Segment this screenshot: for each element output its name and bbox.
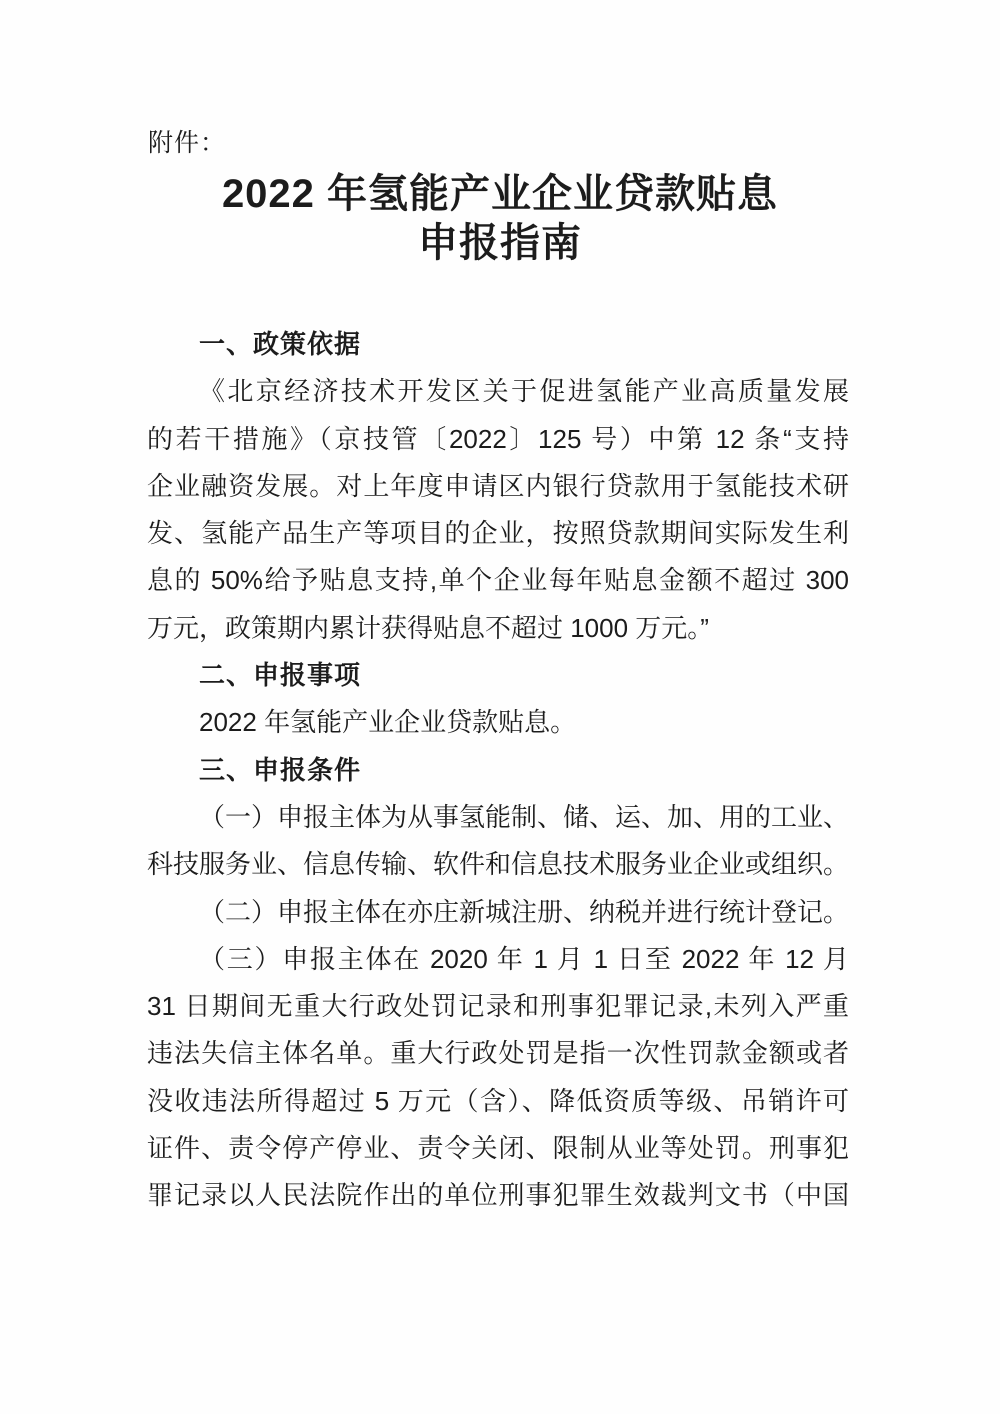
document-line: 的若干措施》（京技管〔2022〕125 号）中第 12 条“支持 bbox=[147, 423, 849, 454]
document-line: 一、政策依据 bbox=[199, 329, 362, 359]
document-line: 没收违法所得超过 5 万元（含）、降低资质等级、吊销许可 bbox=[147, 1085, 849, 1116]
document-line: 《北京经济技术开发区关于促进氢能产业高质量发展 bbox=[199, 376, 849, 407]
document-line: 二、申报事项 bbox=[199, 660, 362, 691]
document-body bbox=[147, 321, 849, 1220]
document-line: 31 日期间无重大行政处罚记录和刑事犯罪记录,未列入严重 bbox=[147, 991, 849, 1022]
document-line: （二）申报主体在亦庄新城注册、纳税并进行统计登记。 bbox=[199, 896, 850, 927]
document-line: 2022 年氢能产业企业贷款贴息。 bbox=[199, 707, 577, 738]
attachment-label: 附件： bbox=[148, 129, 227, 157]
document-line: （三）申报主体在 2020 年 1 月 1 日至 2022 年 12 月 bbox=[199, 943, 849, 974]
document-title-line1: 2022 年氢能产业企业贷款贴息 bbox=[221, 172, 779, 216]
document-line: 万元，政策期内累计获得贴息不超过 1000 万元。” bbox=[147, 612, 709, 643]
document-line: 三、申报条件 bbox=[199, 754, 362, 785]
document-line: 证件、责令停产停业、责令关闭、限制从业等处罚。刑事犯 bbox=[147, 1133, 849, 1164]
document-line: （一）申报主体为从事氢能制、储、运、加、用的工业、 bbox=[199, 801, 850, 832]
document-line: 息的 50%给予贴息支持,单个企业每年贴息金额不超过 300 bbox=[147, 565, 849, 596]
document-line: 科技服务业、信息传输、软件和信息技术服务业企业或组织。 bbox=[147, 849, 850, 880]
document-line: 企业融资发展。对上年度申请区内银行贷款用于氢能技术研 bbox=[147, 470, 849, 501]
document-line: 违法失信主体名单。重大行政处罚是指一次性罚款金额或者 bbox=[147, 1038, 849, 1069]
document-line: 罪记录以人民法院作出的单位刑事犯罪生效裁判文书（中国 bbox=[147, 1180, 849, 1211]
document-title bbox=[0, 170, 1000, 268]
document-line: 发、氢能产品生产等项目的企业，按照贷款期间实际发生利 bbox=[147, 518, 849, 549]
document-title-line2: 申报指南 bbox=[418, 221, 582, 265]
